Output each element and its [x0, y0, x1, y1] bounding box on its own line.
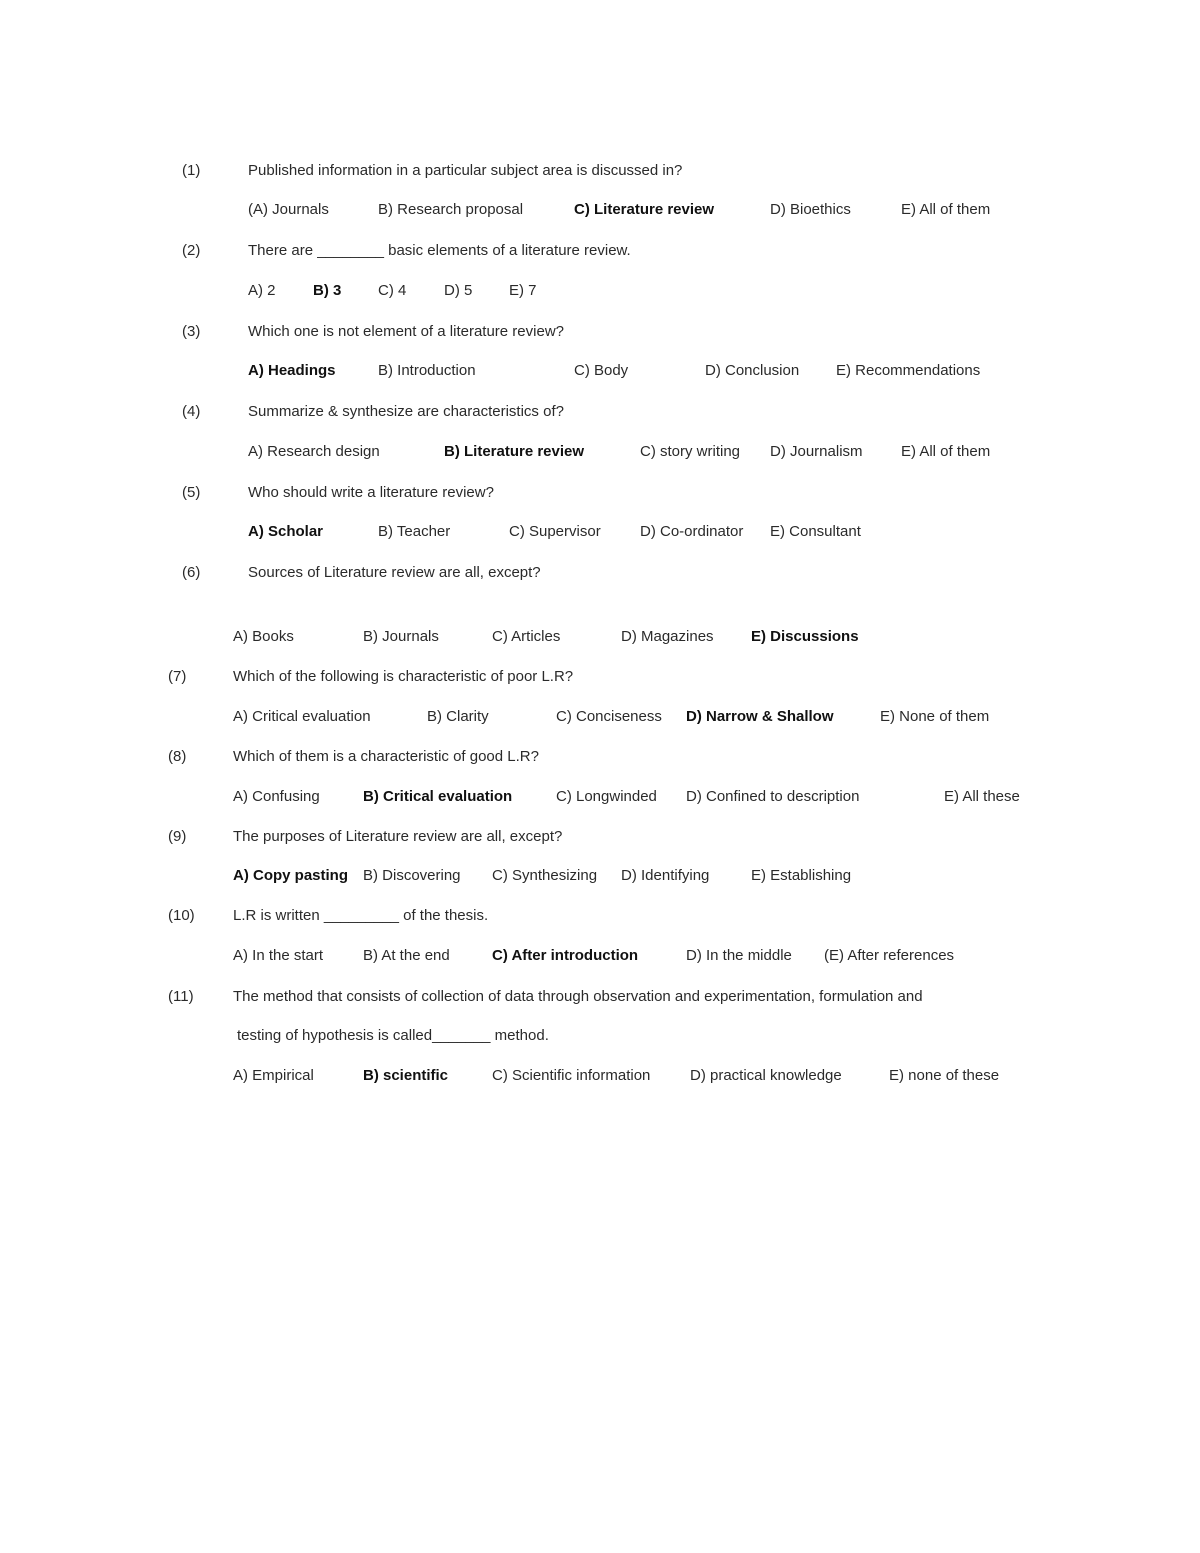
question-text: The purposes of Literature review are all, except? [233, 828, 563, 845]
option-a-correct: A) Copy pasting [233, 867, 348, 884]
question-text: Summarize & synthesize are characteristics of? [248, 403, 564, 420]
option-d: D) Journalism [770, 443, 863, 460]
options-7 [0, 706, 1200, 728]
option-b: B) Discovering [363, 867, 461, 884]
option-b-correct: B) 3 [313, 282, 342, 299]
option-e: E) Establishing [751, 867, 852, 884]
option-c: C) Body [574, 362, 629, 379]
question-4 [0, 401, 1200, 423]
question-5 [0, 482, 1200, 504]
option-e: E) All of them [901, 201, 991, 218]
question-number: (2) [182, 242, 201, 259]
option-a: A) Confusing [233, 788, 320, 805]
options-6 [0, 626, 1200, 648]
option-d: D) Confined to description [686, 788, 860, 805]
question-number: (9) [168, 828, 187, 845]
option-d: D) Bioethics [770, 201, 851, 218]
option-c: C) Longwinded [556, 788, 657, 805]
question-text: There are ________ basic elements of a literature review. [248, 242, 631, 259]
question-text: The method that consists of collection of data through observation and experimentation, formulation and [233, 988, 923, 1005]
option-e: E) All of them [901, 443, 991, 460]
option-a: A) In the start [233, 947, 324, 964]
option-b: B) At the end [363, 947, 450, 964]
option-e: (E) After references [824, 947, 955, 964]
option-e: E) None of them [880, 708, 990, 725]
options-3 [0, 360, 1200, 382]
question-6 [0, 562, 1200, 584]
options-8 [0, 786, 1200, 808]
option-c-correct: C) After introduction [492, 947, 639, 964]
option-a: A) Research design [248, 443, 380, 460]
question-text: Published information in a particular subject area is discussed in? [248, 162, 683, 179]
option-e: E) Consultant [770, 523, 861, 540]
question-text: L.R is written _________ of the thesis. [233, 907, 489, 924]
question-text-continued: testing of hypothesis is called_______ method. [237, 1027, 549, 1044]
option-d: D) In the middle [686, 947, 792, 964]
option-c: C) Articles [492, 628, 561, 645]
options-2 [0, 280, 1200, 302]
option-b: B) Introduction [378, 362, 476, 379]
option-d: D) Co-ordinator [640, 523, 744, 540]
option-d: D) practical knowledge [690, 1067, 842, 1084]
option-e: E) 7 [509, 282, 537, 299]
options-5 [0, 521, 1200, 543]
option-a: A) Critical evaluation [233, 708, 371, 725]
question-11 [0, 986, 1200, 1008]
question-3 [0, 321, 1200, 343]
question-number: (5) [182, 484, 201, 501]
option-a-correct: A) Headings [248, 362, 336, 379]
question-number: (6) [182, 564, 201, 581]
question-2 [0, 240, 1200, 262]
question-9 [0, 826, 1200, 848]
option-e-correct: E) Discussions [751, 628, 859, 645]
question-text: Sources of Literature review are all, except? [248, 564, 541, 581]
question-number: (4) [182, 403, 201, 420]
question-number: (10) [168, 907, 195, 924]
option-d: D) 5 [444, 282, 473, 299]
question-11-continued [0, 1025, 1200, 1047]
options-10 [0, 945, 1200, 967]
question-text: Which of the following is characteristic of poor L.R? [233, 668, 574, 685]
question-7 [0, 666, 1200, 688]
option-b: B) Clarity [427, 708, 489, 725]
question-number: (1) [182, 162, 201, 179]
option-d-correct: D) Narrow & Shallow [686, 708, 834, 725]
question-text: Who should write a literature review? [248, 484, 494, 501]
question-text: Which one is not element of a literature review? [248, 323, 564, 340]
option-b: B) Journals [363, 628, 439, 645]
options-9 [0, 865, 1200, 887]
options-1 [0, 199, 1200, 221]
option-d: D) Magazines [621, 628, 714, 645]
option-c: C) Supervisor [509, 523, 601, 540]
option-b: B) Teacher [378, 523, 451, 540]
option-a: (A) Journals [248, 201, 329, 218]
option-b: B) Research proposal [378, 201, 524, 218]
option-c-correct: C) Literature review [574, 201, 715, 218]
options-11 [0, 1065, 1200, 1087]
option-a: A) 2 [248, 282, 276, 299]
option-c: C) Conciseness [556, 708, 662, 725]
question-text: Which of them is a characteristic of good L.R? [233, 748, 539, 765]
options-4 [0, 441, 1200, 463]
option-c: C) 4 [378, 282, 407, 299]
option-b-correct: B) Critical evaluation [363, 788, 513, 805]
question-8 [0, 746, 1200, 768]
option-d: D) Identifying [621, 867, 710, 884]
question-number: (8) [168, 748, 187, 765]
question-number: (11) [168, 988, 194, 1005]
option-e: E) All these [944, 788, 1020, 805]
option-a: A) Books [233, 628, 294, 645]
question-number: (7) [168, 668, 187, 685]
option-c: C) Synthesizing [492, 867, 598, 884]
option-d: D) Conclusion [705, 362, 800, 379]
option-c: C) Scientific information [492, 1067, 651, 1084]
option-a: A) Empirical [233, 1067, 314, 1084]
question-1 [0, 160, 1200, 182]
question-number: (3) [182, 323, 201, 340]
option-c: C) story writing [640, 443, 741, 460]
option-a-correct: A) Scholar [248, 523, 324, 540]
question-10 [0, 905, 1200, 927]
option-b-correct: B) Literature review [444, 443, 585, 460]
option-b-correct: B) scientific [363, 1067, 449, 1084]
option-e: E) none of these [889, 1067, 1000, 1084]
option-e: E) Recommendations [836, 362, 981, 379]
